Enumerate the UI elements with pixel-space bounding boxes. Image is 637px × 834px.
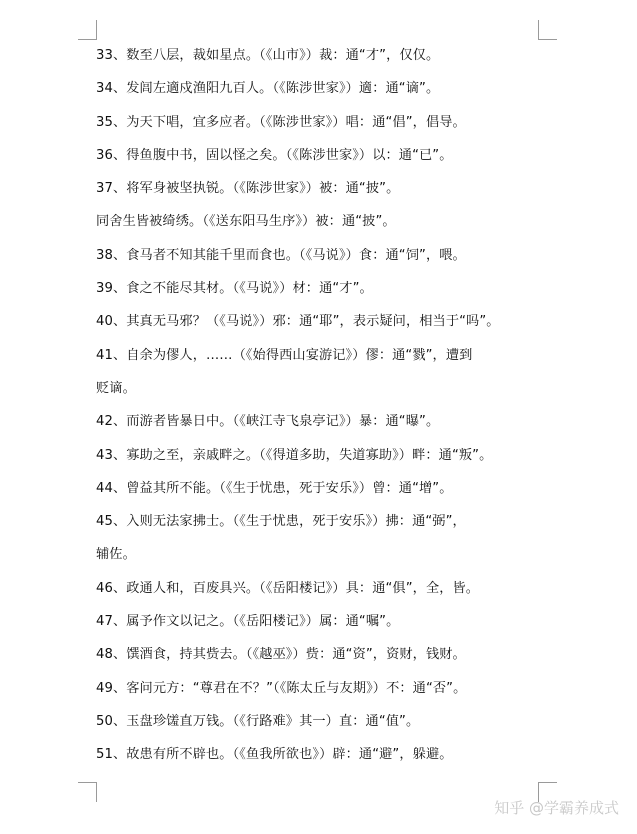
text-line: 49、客问元方：“尊君在不？”（《陈太丘与友期》）不：通“否”。: [96, 680, 467, 696]
corner-mark-bottom-left-v: [96, 782, 97, 802]
text-line: 同舍生皆被绮绣。（《送东阳马生序》）被：通“披”。: [96, 214, 396, 230]
text-line: 47、属予作文以记之。（《岳阳楼记》）属：通“嘱”。: [96, 614, 400, 630]
text-line: 36、得鱼腹中书，固以怪之矣。（《陈涉世家》）以：通“已”。: [96, 147, 453, 163]
text-line: 39、食之不能尽其材。（《马说》）材：通“才”。: [96, 281, 373, 297]
text-line: 35、为天下唱，宜多应者。（《陈涉世家》）唱：通“倡”，倡导。: [96, 114, 466, 130]
corner-mark-bottom-left-h: [78, 782, 96, 783]
corner-mark-top-right-v: [538, 20, 539, 40]
text-line: 48、馔酒食，持其赀去。（《越巫》）赀：通“资”，资财，钱财。: [96, 647, 466, 663]
text-line: 45、入则无法家拂士。（《生于忧患，死于安乐》）拂：通“弼”，: [96, 514, 466, 530]
corner-mark-top-left-h: [78, 39, 96, 40]
text-line: 46、政通人和，百废具兴。（《岳阳楼记》）具：通“俱”，全，皆。: [96, 580, 480, 596]
watermark: 知乎 @学霸养成式: [494, 799, 619, 817]
text-line: 34、发闾左適戍渔阳九百人。（《陈涉世家》）適：通“谪”。: [96, 81, 440, 97]
document-body: [96, 39, 566, 772]
text-line: 42、而游者皆暴日中。（《峡江寺飞泉亭记》）暴：通“曝”。: [96, 414, 440, 430]
text-line: 51、故患有所不辟也。（《鱼我所欲也》）辟：通“避”，躲避。: [96, 747, 453, 763]
text-line: 41、自余为僇人，……（《始得西山宴游记》）僇：通“戮”，遭到: [96, 347, 473, 363]
text-line: 50、玉盘珍馐直万钱。（《行路难》其一）直：通“值”。: [96, 713, 420, 729]
text-line: 44、曾益其所不能。（《生于忧患，死于安乐》）曾：通“增”。: [96, 480, 453, 496]
text-line: 40、其真无马邪？（《马说》）邪：通“耶”，表示疑问，相当于“吗”。: [96, 314, 500, 330]
text-line: 辅佐。: [96, 547, 136, 563]
text-line: 37、将军身被坚执锐。（《陈涉世家》）被：通“披”。: [96, 181, 400, 197]
text-line: 33、数至八层，裁如星点。（《山市》）裁：通“才”，仅仅。: [96, 48, 440, 63]
corner-mark-top-left-v: [96, 20, 97, 40]
text-line: 38、食马者不知其能千里而食也。（《马说》）食：通“饲”，喂。: [96, 247, 466, 263]
corner-mark-bottom-right-h: [539, 782, 557, 783]
text-line: 贬谪。: [96, 380, 136, 396]
text-line: 43、寡助之至，亲戚畔之。（《得道多助，失道寡助》）畔：通“叛”。: [96, 447, 493, 463]
